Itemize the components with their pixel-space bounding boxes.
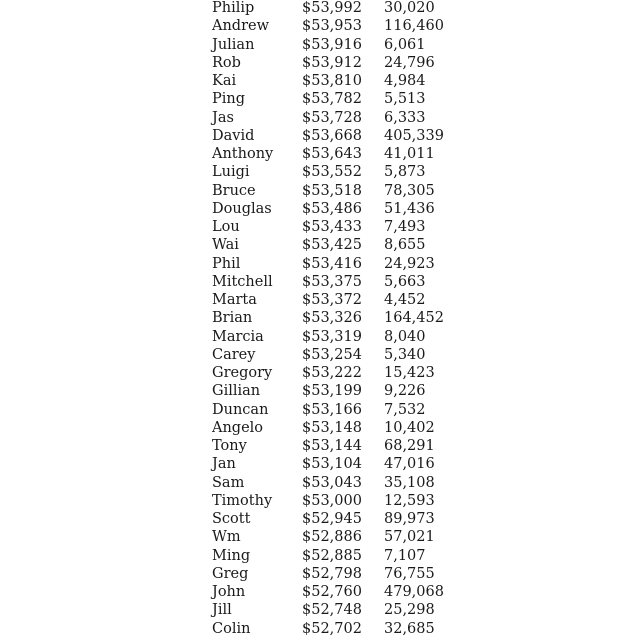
salary-cell: $53,518	[302, 182, 362, 199]
salary-cell: $52,798	[302, 565, 362, 582]
table-row	[212, 236, 464, 254]
table-row	[212, 364, 464, 382]
count-cell: 15,423	[384, 365, 435, 381]
name-cell: David	[212, 127, 255, 144]
salary-cell: $53,199	[302, 383, 362, 400]
table-row	[212, 17, 464, 35]
table-row	[212, 127, 464, 145]
table-row	[212, 419, 464, 437]
table-row	[212, 273, 464, 291]
salary-cell: $53,728	[302, 109, 362, 126]
salary-cell: $53,144	[302, 438, 362, 454]
count-cell: 10,402	[384, 419, 435, 436]
table-row	[212, 0, 464, 17]
salary-cell: $53,148	[302, 419, 362, 436]
name-cell: Greg	[212, 565, 249, 582]
count-cell: 32,685	[384, 620, 435, 637]
name-cell: Julian	[212, 36, 255, 53]
name-cell: Brian	[212, 310, 253, 327]
salary-cell: $53,552	[302, 164, 362, 181]
table-row	[212, 90, 464, 108]
table-row	[212, 455, 464, 473]
salary-cell: $53,810	[302, 73, 362, 89]
name-cell: Duncan	[212, 401, 269, 418]
table-row	[212, 382, 464, 400]
count-cell: 479,068	[384, 584, 444, 600]
table-row	[212, 291, 464, 309]
count-cell: 57,021	[384, 529, 435, 546]
name-cell: Colin	[212, 620, 251, 637]
count-cell: 47,016	[384, 456, 435, 473]
count-cell: 68,291	[384, 438, 435, 454]
table-row	[212, 565, 464, 583]
salary-cell: $53,043	[302, 474, 362, 491]
salary-cell: $53,326	[302, 310, 362, 327]
table-row	[212, 163, 464, 181]
name-cell: Angelo	[212, 419, 264, 436]
name-cell: Wai	[212, 237, 239, 254]
name-cell: Jan	[212, 456, 236, 473]
count-cell: 30,020	[384, 0, 435, 16]
count-cell: 4,984	[384, 73, 426, 89]
salary-cell: $53,916	[302, 36, 362, 53]
name-cell: Lou	[212, 219, 240, 235]
count-cell: 4,452	[384, 292, 426, 308]
count-cell: 25,298	[384, 602, 435, 619]
name-cell: Luigi	[212, 164, 250, 181]
count-cell: 41,011	[384, 146, 435, 162]
name-cell: Phil	[212, 255, 241, 272]
salary-cell: $53,486	[302, 200, 362, 217]
name-cell: Bruce	[212, 182, 256, 199]
salary-cell: $53,668	[302, 127, 362, 144]
count-cell: 78,305	[384, 182, 435, 199]
name-cell: Sam	[212, 474, 245, 491]
table-row	[212, 474, 464, 492]
count-cell: 24,796	[384, 54, 435, 71]
name-cell: Gregory	[212, 365, 273, 381]
salary-cell: $53,416	[302, 255, 362, 272]
name-cell: Scott	[212, 511, 251, 527]
salary-cell: $52,760	[302, 584, 362, 600]
name-cell: Philip	[212, 0, 255, 16]
table-row	[212, 309, 464, 327]
table-row	[212, 109, 464, 127]
salary-cell: $53,104	[302, 456, 362, 473]
table-row	[212, 528, 464, 546]
name-cell: Andrew	[212, 18, 270, 35]
count-cell: 5,663	[384, 273, 426, 290]
table-row	[212, 601, 464, 619]
count-cell: 6,333	[384, 109, 426, 126]
count-cell: 12,593	[384, 492, 435, 509]
count-cell: 5,873	[384, 164, 426, 181]
name-cell: Jas	[212, 109, 234, 126]
salary-cell: $53,375	[302, 273, 362, 290]
table-row	[212, 510, 464, 528]
salary-cell: $52,748	[302, 602, 362, 619]
salary-cell: $53,992	[302, 0, 362, 16]
name-cell: Ping	[212, 91, 246, 108]
table-row	[212, 200, 464, 218]
count-cell: 405,339	[384, 127, 444, 144]
salary-cell: $53,782	[302, 91, 362, 108]
table-row	[212, 583, 464, 601]
table-row	[212, 401, 464, 419]
count-cell: 24,923	[384, 255, 435, 272]
name-cell: Jill	[212, 602, 232, 619]
salary-cell: $53,372	[302, 292, 362, 308]
name-cell: Gillian	[212, 383, 261, 400]
table-row	[212, 620, 464, 638]
name-cell: Marta	[212, 292, 257, 308]
count-cell: 6,061	[384, 36, 426, 53]
count-cell: 5,513	[384, 91, 426, 108]
count-cell: 51,436	[384, 200, 435, 217]
count-cell: 116,460	[384, 18, 444, 35]
name-cell: Anthony	[212, 146, 274, 162]
count-cell: 7,107	[384, 547, 426, 564]
name-cell: Carey	[212, 346, 256, 363]
name-salary-table	[212, 0, 464, 638]
salary-cell: $53,425	[302, 237, 362, 254]
salary-cell: $53,166	[302, 401, 362, 418]
salary-cell: $52,886	[302, 529, 362, 546]
salary-cell: $53,254	[302, 346, 362, 363]
table-row	[212, 547, 464, 565]
name-cell: Marcia	[212, 328, 264, 345]
name-cell: Rob	[212, 54, 241, 71]
name-cell: Mitchell	[212, 273, 273, 290]
table-row	[212, 328, 464, 346]
name-cell: Timothy	[212, 492, 273, 509]
table-row	[212, 54, 464, 72]
table-row	[212, 36, 464, 54]
salary-cell: $53,433	[302, 219, 362, 235]
table-row	[212, 437, 464, 455]
salary-cell: $53,000	[302, 492, 362, 509]
count-cell: 164,452	[384, 310, 444, 327]
table-row	[212, 72, 464, 90]
count-cell: 7,532	[384, 401, 426, 418]
count-cell: 35,108	[384, 474, 435, 491]
table-row	[212, 182, 464, 200]
table-row	[212, 255, 464, 273]
name-cell: Kai	[212, 73, 237, 89]
table-row	[212, 492, 464, 510]
table-body	[212, 0, 464, 638]
table-row	[212, 145, 464, 163]
name-cell: Ming	[212, 547, 251, 564]
count-cell: 89,973	[384, 511, 435, 527]
name-cell: John	[212, 584, 246, 600]
salary-cell: $53,319	[302, 328, 362, 345]
salary-cell: $53,222	[302, 365, 362, 381]
count-cell: 76,755	[384, 565, 435, 582]
salary-cell: $53,643	[302, 146, 362, 162]
salary-cell: $53,912	[302, 54, 362, 71]
count-cell: 9,226	[384, 383, 426, 400]
table-row	[212, 346, 464, 364]
count-cell: 5,340	[384, 346, 426, 363]
table-row	[212, 218, 464, 236]
count-cell: 7,493	[384, 219, 426, 235]
name-cell: Douglas	[212, 200, 272, 217]
count-cell: 8,655	[384, 237, 426, 254]
salary-cell: $52,702	[302, 620, 362, 637]
salary-cell: $52,945	[302, 511, 362, 527]
name-cell: Wm	[212, 529, 241, 546]
name-cell: Tony	[212, 438, 247, 454]
count-cell: 8,040	[384, 328, 426, 345]
salary-cell: $52,885	[302, 547, 362, 564]
salary-cell: $53,953	[302, 18, 362, 35]
